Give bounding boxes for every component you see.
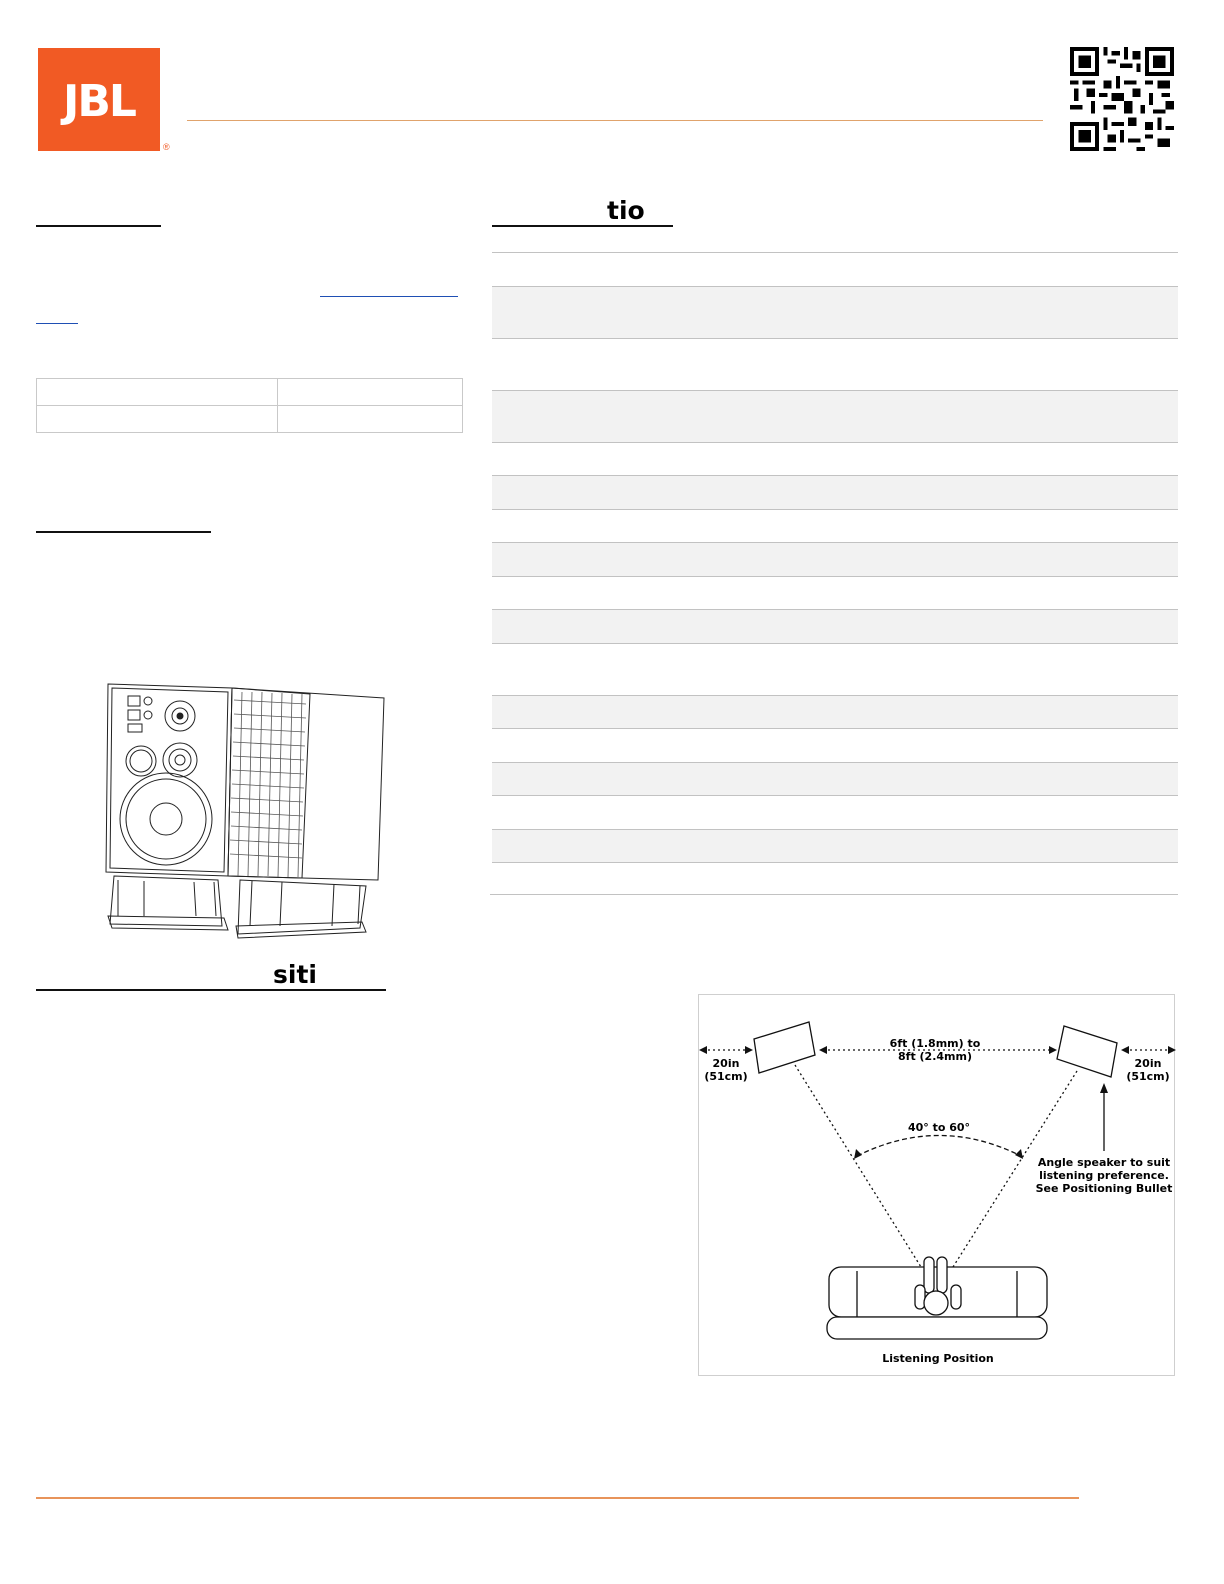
spec-row	[492, 338, 1178, 390]
spec-row	[492, 576, 1178, 610]
heading-fragment: siti	[273, 960, 317, 989]
registered-mark: ®	[163, 142, 170, 152]
table-cell	[278, 406, 463, 433]
spec-row	[492, 795, 1178, 829]
jbl-logo	[38, 48, 160, 151]
spec-row	[492, 862, 1178, 896]
section-heading-2	[36, 503, 211, 533]
spec-row	[492, 695, 1178, 729]
listening-position-label: Listening Position	[882, 1352, 994, 1365]
qr-code-icon	[1070, 47, 1174, 151]
logo-text: JBL	[63, 76, 135, 127]
right-speaker-icon	[1057, 1026, 1117, 1077]
link-underline[interactable]	[320, 296, 458, 297]
right-clearance-label: 20in (51cm)	[1126, 1057, 1170, 1083]
section-heading-3	[36, 961, 386, 991]
spec-table-bottom-border	[490, 894, 1178, 895]
left-speaker-icon	[754, 1022, 815, 1073]
spec-row	[492, 509, 1178, 543]
section-heading-1	[36, 197, 161, 227]
heading-fragment: tio	[607, 196, 645, 225]
spec-row	[492, 286, 1178, 338]
spec-row	[492, 542, 1178, 576]
link-underline-continued[interactable]	[36, 323, 78, 324]
spec-row	[492, 442, 1178, 476]
table-cell	[37, 379, 278, 406]
spec-row	[492, 643, 1178, 695]
header-divider	[187, 120, 1043, 121]
left-clearance-label: 20in (51cm)	[704, 1057, 748, 1083]
positioning-diagram	[698, 994, 1175, 1376]
spec-row	[492, 390, 1178, 442]
table-cell	[278, 379, 463, 406]
distance-label: 6ft (1.8mm) to 8ft (2.4mm)	[889, 1037, 981, 1063]
footer-divider	[36, 1497, 1079, 1499]
spec-table	[492, 252, 1178, 896]
spec-row	[492, 829, 1178, 863]
angle-note-label: Angle speaker to suit listening preference. See Positioning Bullet	[1035, 1156, 1173, 1195]
info-table	[36, 378, 463, 433]
spec-row	[492, 762, 1178, 796]
speaker-illustration	[104, 680, 390, 942]
spec-row	[492, 728, 1178, 762]
angle-label: 40° to 60°	[907, 1121, 971, 1134]
section-heading-specifications	[492, 197, 673, 227]
table-cell	[37, 406, 278, 433]
spec-row	[492, 609, 1178, 643]
spec-row	[492, 475, 1178, 509]
spec-row	[492, 252, 1178, 286]
table-row	[37, 379, 463, 406]
table-row	[37, 406, 463, 433]
